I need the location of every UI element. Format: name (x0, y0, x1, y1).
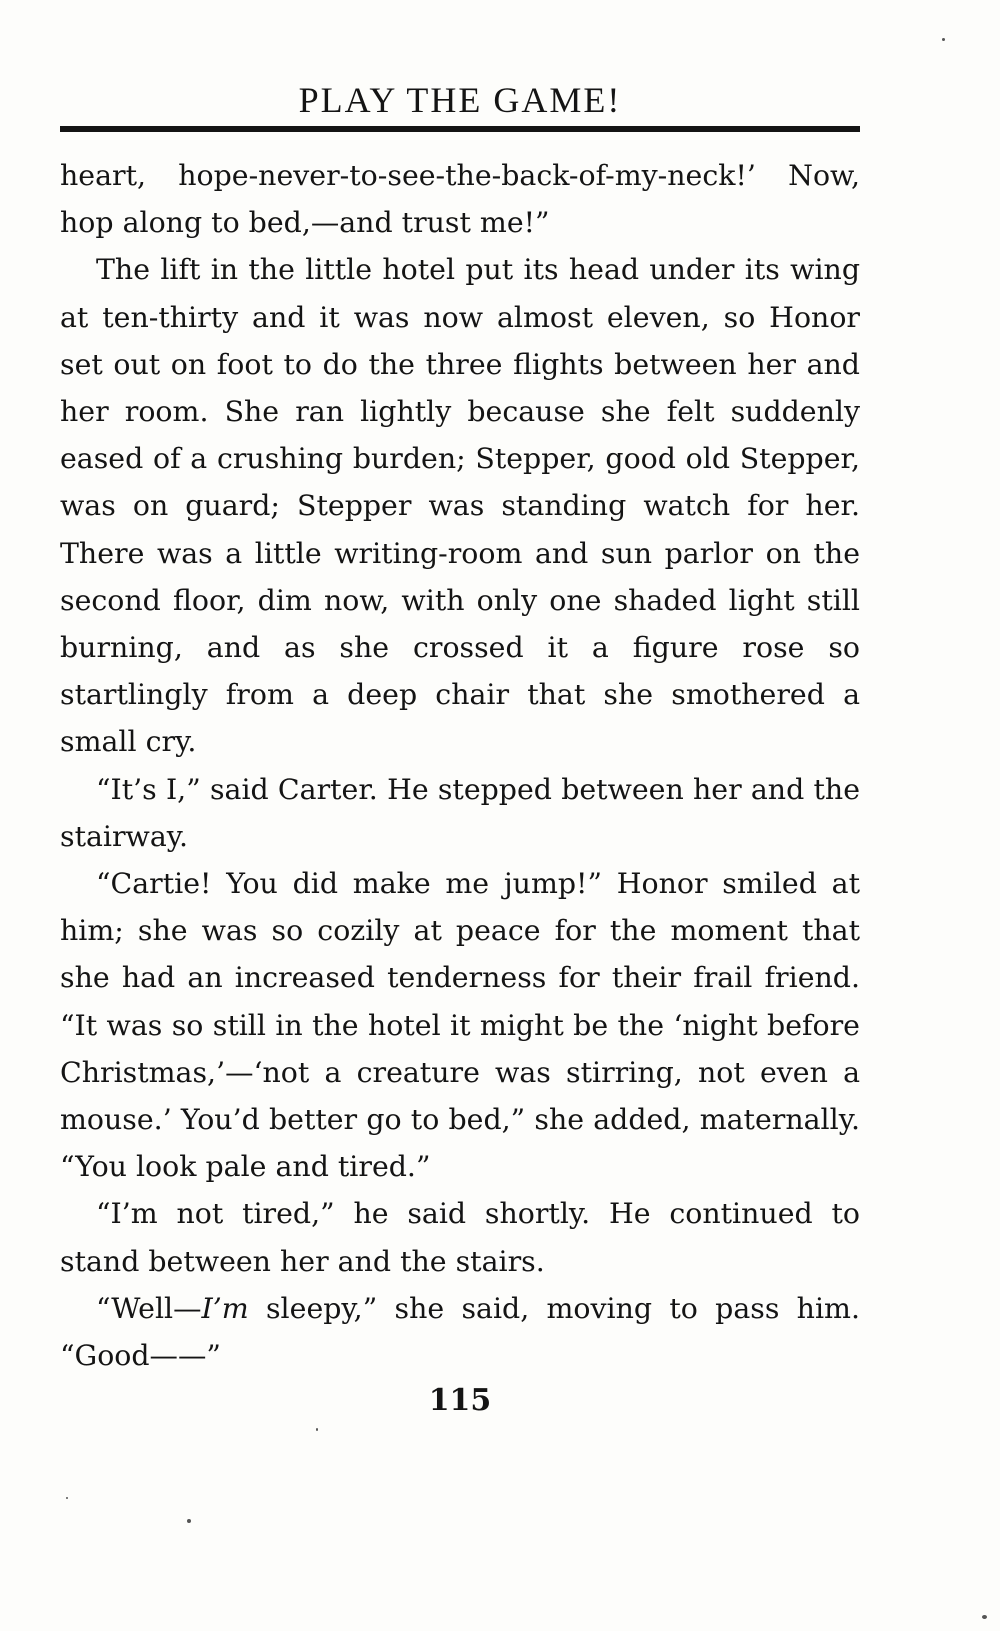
print-speck (942, 38, 945, 41)
paragraph: “It’s I,” said Carter. He stepped between her and the stairway. (60, 772, 860, 853)
running-head: PLAY THE GAME! (298, 80, 622, 120)
paragraph-final (60, 1285, 860, 1379)
header-rule (60, 126, 860, 132)
emphasized-word: I’m (201, 1291, 249, 1325)
book-page (60, 0, 860, 1631)
page-number: 115 (428, 1383, 492, 1418)
print-speck (187, 1519, 191, 1523)
print-speck (66, 1497, 68, 1499)
paragraph: “Cartie! You did make me jump!” Honor smiled at him; she was so cozily at peace for the moment that she had an increased tenderness for their frail friend. “It was so still in the hotel it might be the ‘night before Christmas,’—‘not a creature was stirring, not even a mouse.’ You’d better go to bed,” she added, maternally. “You look pale and tired.” (60, 867, 860, 1184)
print-speck (316, 1428, 318, 1431)
paragraph: The lift in the little hotel put its head under its wing at ten-thirty and it was now almost eleven, so Honor set out on foot to do the three flights between her and her room. She ran lightly because she felt suddenly eased of a crushing burden; Stepper, good old Stepper, was on guard; Stepper was standing watch for her. There was a little writing-room and sun parlor on the second floor, dim now, with only one shaded light still burning, and as she crossed it a figure rose so startlingly from a deep chair that she smothered a small cry. (60, 253, 860, 759)
print-speck (982, 1615, 987, 1619)
paragraph: “I’m not tired,” he said shortly. He continued to stand between her and the stairs. (60, 1197, 860, 1278)
text-run: “Well— (96, 1291, 202, 1325)
paragraph-continuation: heart, hope-never-to-see-the-back-of-my-neck!’ Now, hop along to bed,—and trust me!” (60, 159, 860, 240)
body-text (60, 152, 860, 1379)
text-run: sleepy,” she said, moving to pass him. “Good——” (60, 1291, 860, 1373)
